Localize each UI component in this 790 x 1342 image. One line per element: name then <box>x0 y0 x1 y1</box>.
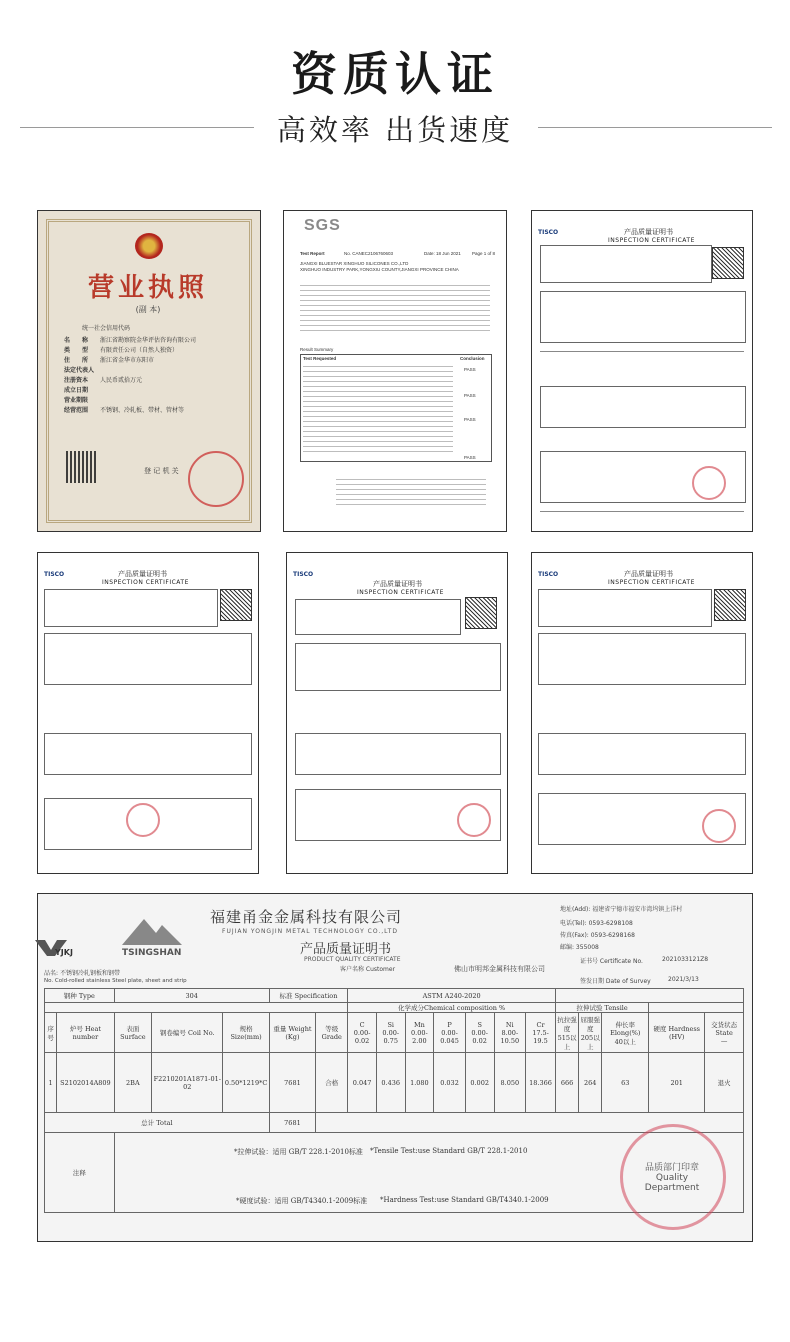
chemical-composition-label: 化学成分Chemical composition % <box>348 1003 556 1013</box>
certificate-no-value: 2021033121Z8 <box>662 956 709 963</box>
sgs-pass-3: PASS <box>464 417 476 422</box>
tensile-label: 拉伸试验 Tensile <box>555 1003 648 1013</box>
company-tel: 电话(Tel): 0593-6298108 <box>560 920 633 927</box>
tsingshan-logo-icon <box>122 915 182 945</box>
license-fields: 名 称 浙江省勘察院金华评估咨询有限公司 类 型 有限责任公司（自然人独资） 住 所 浙江省金华市东阳市 法定代表人 注册资本 人民币贰拾万元 成立日期 营业期限 经营范围 不锈钢、冷轧板、带材、管材等 <box>64 337 197 414</box>
company-address: 地址(Add): 福建省宁德市福安市湾坞镇上洋村 <box>560 906 683 913</box>
inspection-title-en: INSPECTION CERTIFICATE <box>608 579 695 586</box>
company-name-cn: 福建甬金金属科技有限公司 <box>210 908 403 926</box>
company-zip: 邮编: 355008 <box>560 944 599 951</box>
hardness-note-cn: *硬度试验：适用 GB/T4340.1-2009标准 <box>236 1197 368 1205</box>
tisco-logo: TISCO <box>293 571 314 578</box>
sgs-test-report-image <box>283 210 507 532</box>
red-seal-icon <box>457 803 491 837</box>
table-row: 1 S2102014A809 2BA F2210201A1871-01-02 0.50*1219*C 7681 合格 0.047 0.436 1.080 0.032 0.002 8.050 18.366 666 264 63 201 退火 <box>45 1053 744 1113</box>
survey-date-label: 签发日期 Date of Survey <box>580 978 651 985</box>
registration-authority-label: 登 记 机 关 <box>144 467 179 475</box>
certificate-title-cn: 产品质量证明书 <box>300 942 392 957</box>
quality-table: 钢种 Type 304 标准 Specification ASTM A240-2020 化学成分Chemical composition % 拉伸试验 Tensile 序号 炉号 Heat number 表面 Surface 钢卷编号 Coil No. 规格 Size(mm) 重量 Weight (Kg) 等级 Grade C 0.00-0.02 Si 0.00-0.75 Mn 0.00-2.00 P 0.00-0.045 S 0.00-0.02 Ni 8.00-10.50 Cr 17.5-19.5 抗拉强度 515以上 屈服强度 205以上 伸长率 Elong(%) 40以上 硬度 Hardness (HV) 交货状态 State — 1 S2102014A809 2BA F2210201A1871-01-02 0.50*1219*C 7681 合格 0.047 0.436 1.080 0.032 0.002 8.050 18.366 666 264 63 201 退火 总计 Total 7681 注释 <box>44 988 744 1213</box>
inspection-title-en: INSPECTION CERTIFICATE <box>102 579 189 586</box>
sgs-report-label: Test Report <box>300 251 325 256</box>
qr-code-icon <box>220 589 252 621</box>
page-title: 资质认证 <box>291 47 499 101</box>
hardness-note-en: *Hardness Test:use Standard GB/T4340.1-2009 <box>380 1196 549 1204</box>
inspection-certificate-image-1 <box>531 210 753 532</box>
inspection-title-cn: 产品质量证明书 <box>118 570 167 578</box>
standard-label: 标准 Specification <box>269 989 348 1003</box>
product-name-en: No. Cold-rolled stainless Steel plate, sheet and strip <box>44 978 187 984</box>
inspection-title-en: INSPECTION CERTIFICATE <box>608 237 695 244</box>
subtitle-row <box>0 108 790 148</box>
sgs-address: XINGHUO INDUSTRY PARK,YONGXIU COUNTY,JIANGXI PROVINCE CHINA <box>300 267 459 272</box>
company-fax: 传真(Fax): 0593-6298168 <box>560 932 635 939</box>
license-title: 营业执照 <box>87 273 208 303</box>
page-subtitle: 高效率 出货速度 <box>276 113 514 147</box>
qr-code-icon <box>714 589 746 621</box>
red-seal-icon <box>692 466 726 500</box>
sgs-report-no: No. CANEC2106760603 <box>344 251 394 256</box>
sgs-pass-1: PASS <box>464 367 476 372</box>
tensile-note-en: *Tensile Test:use Standard GB/T 228.1-2010 <box>370 1147 528 1155</box>
tisco-logo: TISCO <box>538 229 559 236</box>
quality-department-stamp: 品质部门印章 Quality Department <box>644 1163 700 1193</box>
survey-date-value: 2021/3/13 <box>668 976 699 983</box>
customer-value: 佛山市明邦金属科技有限公司 <box>454 965 545 973</box>
red-seal-icon <box>188 451 244 507</box>
sgs-pass-4: PASS <box>464 455 476 460</box>
product-name-label: 品名: 不锈钢冷轧钢板和钢带 <box>44 970 120 977</box>
sgs-page: Page 1 of 8 <box>472 251 496 256</box>
red-seal-icon <box>702 809 736 843</box>
sgs-test-requested: Test Requested <box>303 356 337 361</box>
qr-code-icon <box>465 597 497 629</box>
inspection-title-cn: 产品质量证明书 <box>624 570 673 578</box>
standard-value: ASTM A240-2020 <box>348 989 556 1003</box>
inspection-title-cn: 产品质量证明书 <box>624 228 673 236</box>
divider-right <box>538 127 772 128</box>
total-value: 7681 <box>269 1113 316 1133</box>
sgs-company: JIANGXI BLUESTAR XINGHUO SILICONES CO.,LTD <box>300 261 409 266</box>
national-emblem-icon <box>135 233 163 259</box>
license-copy-label: (副 本) <box>135 305 161 314</box>
red-seal-icon <box>126 803 160 837</box>
tensile-note-cn: *拉伸试验：适用 GB/T 228.1-2010标准 <box>234 1148 363 1156</box>
certificate-title-en: PRODUCT QUALITY CERTIFICATE <box>304 956 401 963</box>
inspection-certificate-image-4 <box>531 552 753 874</box>
qr-code-icon <box>66 451 98 483</box>
grade-label: 钢种 Type <box>45 989 115 1003</box>
business-license-image <box>37 210 261 532</box>
total-label: 总计 Total <box>45 1113 270 1133</box>
tsingshan-logo-text: TSINGSHAN <box>122 948 182 958</box>
sgs-pass-2: PASS <box>464 393 476 398</box>
remark-label: 注释 <box>45 1133 115 1213</box>
certificate-no-label: 证书号 Certificate No. <box>580 958 643 965</box>
sgs-date: Date: 18 Jun 2021 <box>424 251 461 256</box>
yjkj-logo-text: YJKJ <box>55 948 73 957</box>
inspection-certificate-image-3 <box>286 552 508 874</box>
inspection-title-en: INSPECTION CERTIFICATE <box>357 589 444 596</box>
sgs-logo: SGS <box>304 217 341 234</box>
sgs-result-summary: Result Summary <box>300 347 334 352</box>
sgs-conclusion: Conclusion <box>460 356 485 361</box>
tisco-logo: TISCO <box>538 571 559 578</box>
license-code-label: 统一社会信用代码 <box>82 325 131 332</box>
inspection-certificate-image-2 <box>37 552 259 874</box>
company-name-en: FUJIAN YONGJIN METAL TECHNOLOGY CO.,LTD <box>222 928 398 935</box>
inspection-title-cn: 产品质量证明书 <box>373 580 422 588</box>
customer-label: 客户名称 Customer <box>340 966 396 973</box>
grade-value: 304 <box>114 989 269 1003</box>
tisco-logo: TISCO <box>44 571 65 578</box>
qr-code-icon <box>712 247 744 279</box>
